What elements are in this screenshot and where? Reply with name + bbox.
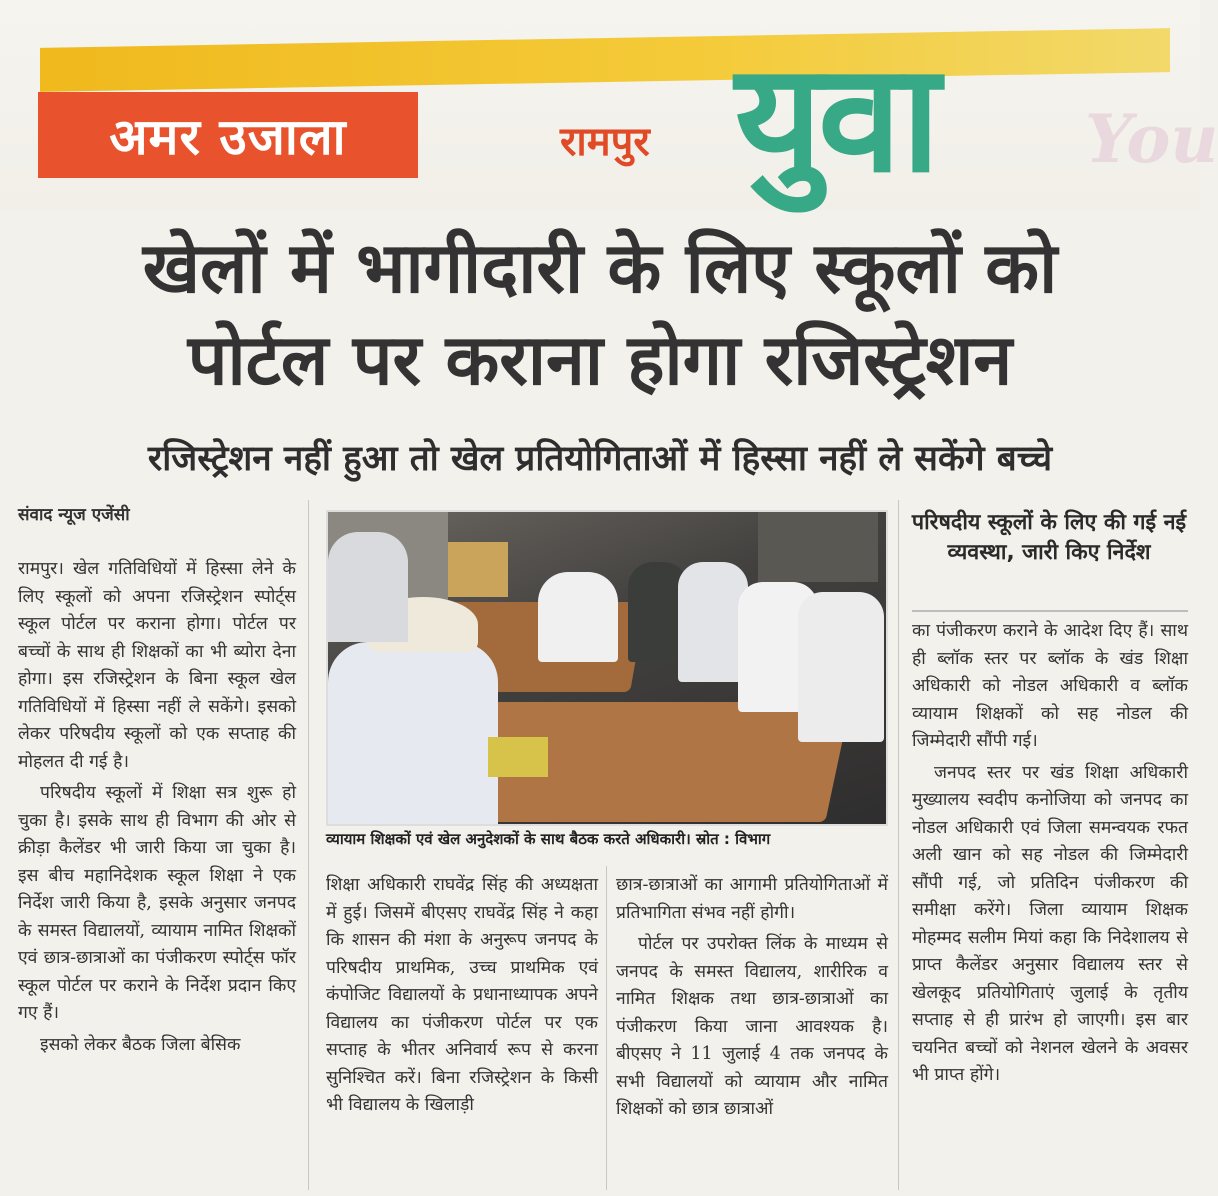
article-column-2 (326, 872, 598, 1124)
photo-person-left (328, 532, 408, 642)
byline: संवाद न्यूज एजेंसी (18, 505, 130, 525)
article-column-3 (616, 872, 888, 1128)
paragraph: छात्र-छात्राओं का आगामी प्रतियोगिताओं में प्रतिभागिता संभव नहीं होगी। (616, 875, 888, 923)
column-divider (606, 866, 607, 1190)
paragraph: जनपद स्तर पर खंड शिक्षा अधिकारी मुख्यालय स्वदीप कनोजिया को जनपद का नोडल अधिकारी एवं जिला समन्वयक रफत अली खान को सह नोडल की जिम्मेदारी सौंपी गई, जो प्रतिदिन पंजीकरण की समीक्षा करेंगे। जिला व्यायाम शिक्षक मोहम्मद सलीम मियां कहा कि निदेशालय से प्राप्त कैलेंडर अनुसार विद्यालय स्तर से खेलकूद प्रतियोगिताएं जुलाई के तृतीय सप्ताह से ही प्रारंभ हो जाएगी। इस बार चयनित बच्चों को नेशनल खेलने के अवसर भी प्राप्त होंगे। (912, 762, 1188, 1085)
section-name: युवा (735, 32, 937, 206)
brand-name: अमर उजाला (109, 108, 347, 166)
paragraph: शिक्षा अधिकारी राघवेंद्र सिंह की अध्यक्षता में हुई। जिसमें बीएसए राघवेंद्र सिंह ने कहा कि शासन की मंशा के अनुरूप जनपद के परिषदीय प्राथमिक, उच्च प्राथमिक एवं कंपोजिट विद्यालयों के प्रधानाध्यापक अपने विद्यालय का पंजीकरण पोर्टल पर एक सप्ताह के भीतर अनिवार्य रूप से करना सुनिश्चित करें। बिना रजिस्ट्रेशन के किसी भी विद्यालय के खिलाड़ी (326, 875, 598, 1115)
sidebar-heading: परिषदीय स्कूलों के लिए की गई नई व्यवस्था, जारी किए निर्देश (911, 510, 1187, 565)
paragraph: रामपुर। खेल गतिविधियों में हिस्सा लेने के लिए स्कूलों को अपना रजिस्ट्रेशन स्पोर्ट्स स्कूल पोर्टल पर कराना होगा। पोर्टल पर बच्चों के साथ ही शिक्षकों का भी ब्योरा देना होगा। इस रजिस्ट्रेशन के बिना स्कूल खेल गतिविधियों में हिस्सा नहीं ले सकेंगे। इसको लेकर परिषदीय स्कूलों को एक सप्ताह की मोहलत दी गई है। (18, 559, 296, 772)
paragraph: परिषदीय स्कूलों में शिक्षा सत्र शुरू हो चुका है। इसके साथ ही विभाग की ओर से क्रीड़ा कैलेंडर भी जारी किया जा चुका है। इस बीच महानिदेशक स्कूल शिक्षा ने एक निर्देश जारी किया है, इसके अनुसार जनपद के समस्त विद्यालयों, व्यायाम नामित शिक्षकों एवं छात्र-छात्राओं का पंजीकरण स्पोर्ट्स फॉर स्कूल पोर्टल पर कराने के निर्देश प्रदान किए गए हैं। (18, 783, 296, 1023)
sidebar-rule (912, 610, 1188, 612)
article-column-4 (912, 618, 1188, 1094)
paragraph: इसको लेकर बैठक जिला बेसिक (40, 1034, 241, 1055)
headline-line-2: पोर्टल पर कराना होगा रजिस्ट्रेशन (187, 319, 1013, 401)
paragraph: का पंजीकरण कराने के आदेश दिए हैं। साथ ही ब्लॉक स्तर पर ब्लॉक के खंड शिक्षा अधिकारी को नोडल अधिकारी व ब्लॉक व्यायाम शिक्षकों को सह नोडल की जिम्मेदारी सौंपी गई। (912, 621, 1188, 751)
headline (0, 222, 1200, 406)
photo-document (488, 737, 548, 777)
column-divider (898, 500, 899, 1190)
photo-person-seated (798, 592, 884, 742)
column-divider (308, 500, 309, 1190)
masthead-stripe (40, 28, 1170, 92)
meeting-photo (326, 510, 888, 826)
brand-logo (38, 92, 418, 178)
photo-frame (448, 542, 508, 597)
masthead (0, 0, 1218, 210)
photo-window (758, 512, 878, 582)
city-name: रामपुर (560, 119, 650, 165)
photo-person-seated (538, 572, 618, 662)
article-column-1 (18, 556, 296, 1063)
paragraph: पोर्टल पर उपरोक्त लिंक के माध्यम से जनपद के समस्त विद्यालय, शारीरिक व नामित शिक्षक तथा छात्र-छात्राओं का पंजीकरण किया जाना आवश्यक है। बीएसए ने 11 जुलाई 4 तक जनपद के सभी विद्यालयों को व्यायाम और नामित शिक्षकों को छात्र छात्राओं (616, 934, 888, 1119)
photo-person-foreground (328, 642, 498, 824)
headline-line-1: खेलों में भागीदारी के लिए स्कूलों को (142, 227, 1058, 309)
subheadline: रजिस्ट्रेशन नहीं हुआ तो खेल प्रतियोगिताओं में हिस्सा नहीं ले सकेंगे बच्चे (147, 439, 1053, 479)
photo-caption: व्यायाम शिक्षकों एवं खेल अनुदेशकों के साथ बैठक करते अधिकारी। स्रोत : विभाग (326, 830, 771, 848)
section-name-english: You (1085, 100, 1218, 178)
